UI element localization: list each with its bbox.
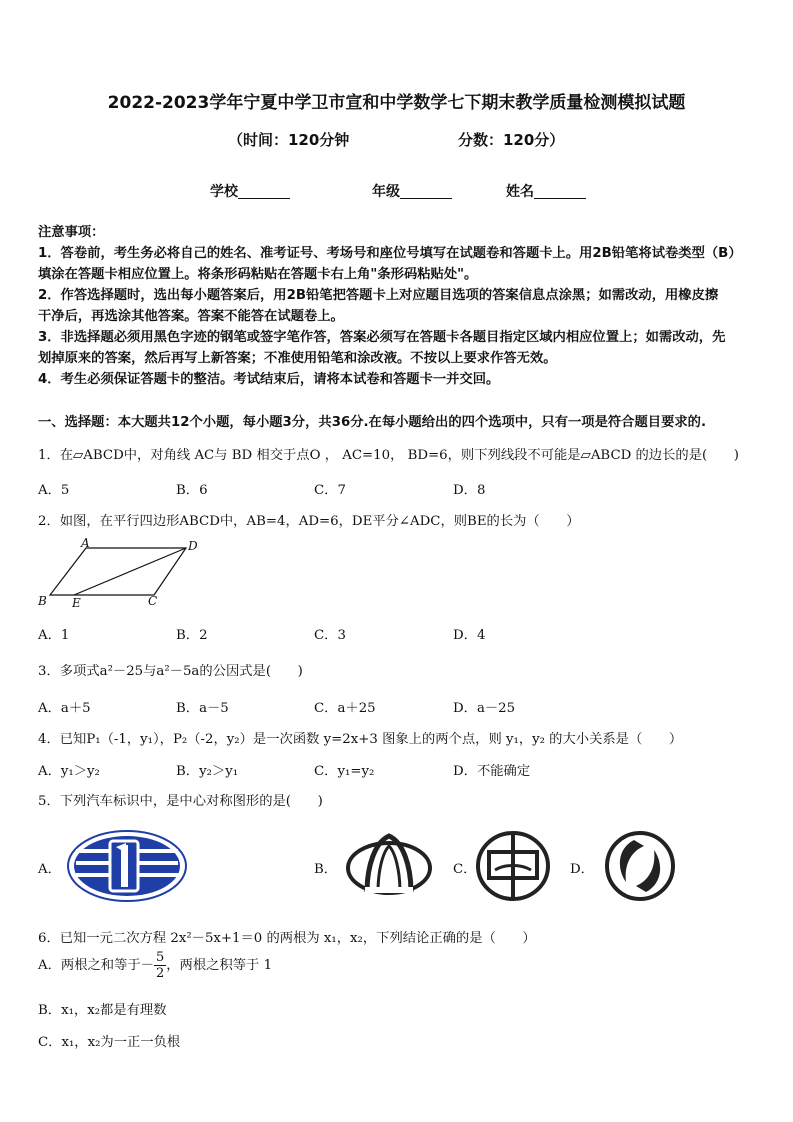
name-blank[interactable]: [534, 184, 586, 199]
notes-line: 2．作答选择题时，选出每小题答案后，用2B铅笔把答题卡上对应题目选项的答案信息点涂黑；如需改动，用橡皮擦: [38, 288, 719, 303]
school-label: 学校: [210, 184, 238, 200]
q1-option-a[interactable]: A．5: [38, 483, 70, 498]
q6-option-a-pre: A．两根之和等于－: [38, 958, 154, 973]
q2-option-b[interactable]: B．2: [176, 628, 208, 643]
zhong-logo-icon: [475, 830, 551, 902]
exam-time: （时间：120分钟: [228, 131, 350, 149]
notes-block: [38, 222, 758, 390]
grade-label: 年级: [372, 184, 400, 200]
notes-line: 干净后，再选涂其他答案。答案不能答在试题卷上。: [38, 309, 344, 324]
q5-option-c[interactable]: C．: [453, 862, 477, 877]
label-c: C: [148, 594, 158, 608]
parallelogram-abcd: [50, 548, 186, 595]
faw-logo-icon: [66, 829, 188, 903]
q3-option-a[interactable]: A．a＋5: [38, 701, 91, 716]
segment-de: [74, 548, 186, 595]
q6-option-b[interactable]: B．x₁，x₂都是有理数: [38, 1003, 167, 1018]
dongfeng-logo-icon: [604, 830, 676, 902]
q5-option-d[interactable]: D．: [570, 862, 594, 877]
notes-line: 1．答卷前，考生务必将自己的姓名、准考证号、考场号和座位号填写在试题卷和答题卡上。用2B铅笔将试卷类型（B）: [38, 246, 742, 261]
question-4-stem: 4．已知P₁（-1，y₁），P₂（-2，y₂）是一次函数 y=2x+3 图象上的两个点，则 y₁，y₂ 的大小关系是（ ）: [38, 732, 683, 747]
q4-option-b[interactable]: B．y₂＞y₁: [176, 764, 239, 779]
label-a: A: [81, 536, 90, 550]
q3-option-b[interactable]: B．a－5: [176, 701, 229, 716]
q2-option-a[interactable]: A．1: [38, 628, 70, 643]
question-2-stem: 2．如图，在平行四边形ABCD中，AB=4，AD=6，DE平分∠ADC，则BE的长为（ ）: [38, 514, 580, 529]
name-field[interactable]: [506, 181, 586, 201]
page-title: 2022-2023学年宁夏中学卫市宣和中学数学七下期末教学质量检测模拟试题: [107, 93, 686, 113]
grade-blank[interactable]: [400, 184, 452, 199]
grade-field[interactable]: [372, 181, 452, 201]
question-3-stem: 3．多项式a²－25与a²－5a的公因式是( ): [38, 664, 303, 679]
q6-option-a[interactable]: [38, 950, 272, 981]
school-blank[interactable]: [238, 184, 290, 199]
q2-option-c[interactable]: C．3: [314, 628, 346, 643]
q1-option-d[interactable]: D．8: [453, 483, 486, 498]
exam-score: 分数：120分）: [458, 131, 565, 149]
label-b: B: [38, 594, 47, 608]
q6-option-a-post: ，两根之积等于 1: [166, 958, 273, 973]
fraction-five-halves: $\frac{5}{2}$: [155, 950, 165, 981]
q5-option-b[interactable]: B．: [314, 862, 338, 877]
notes-line: 划掉原来的答案，然后再写上新答案；不准使用铅笔和涂改液。不按以上要求作答无效。: [38, 351, 557, 366]
question-6-stem: 6．已知一元二次方程 2x²－5x+1＝0 的两根为 x₁，x₂，下列结论正确的是（ ）: [38, 931, 536, 946]
q1-option-b[interactable]: B．6: [176, 483, 208, 498]
notes-line: 填涂在答题卡相应位置上。将条形码粘贴在答题卡右上角"条形码粘贴处"。: [38, 267, 478, 282]
section-heading: 一、选择题：本大题共12个小题，每小题3分，共36分.在每小题给出的四个选项中，只有一项是符合题目要求的.: [38, 415, 707, 430]
q4-option-c[interactable]: C．y₁=y₂: [314, 764, 375, 779]
notes-heading: 注意事项：: [38, 225, 105, 240]
q1-option-c[interactable]: C．7: [314, 483, 346, 498]
q2-option-d[interactable]: D．4: [453, 628, 486, 643]
label-e: E: [72, 596, 81, 610]
label-d: D: [188, 539, 198, 553]
question-1-stem: 1．在▱ABCD中，对角线 AC与 BD 相交于点O ， AC=10， BD=6，则下列线段不可能是▱ABCD 的边长的是( ): [38, 448, 739, 463]
school-field[interactable]: [210, 181, 290, 201]
notes-line: 3．非选择题必须用黑色字迹的钢笔或签字笔作答，答案必须写在答题卡各题目指定区域内相应位置上；如需改动，先: [38, 330, 726, 345]
q6-option-c[interactable]: C．x₁，x₂为一正一负根: [38, 1035, 181, 1050]
question-5-stem: 5．下列汽车标识中，是中心对称图形的是( ): [38, 794, 323, 809]
parallelogram-figure: [34, 534, 204, 612]
q3-option-c[interactable]: C．a＋25: [314, 701, 376, 716]
q5-option-a[interactable]: A．: [38, 862, 61, 877]
q4-option-d[interactable]: D．不能确定: [453, 764, 531, 779]
name-label: 姓名: [506, 184, 534, 200]
arch-logo-icon: [345, 832, 433, 896]
q3-option-d[interactable]: D．a－25: [453, 701, 516, 716]
notes-line: 4．考生必须保证答题卡的整洁。考试结束后，请将本试卷和答题卡一并交回。: [38, 372, 500, 387]
q4-option-a[interactable]: A．y₁＞y₂: [38, 764, 100, 779]
